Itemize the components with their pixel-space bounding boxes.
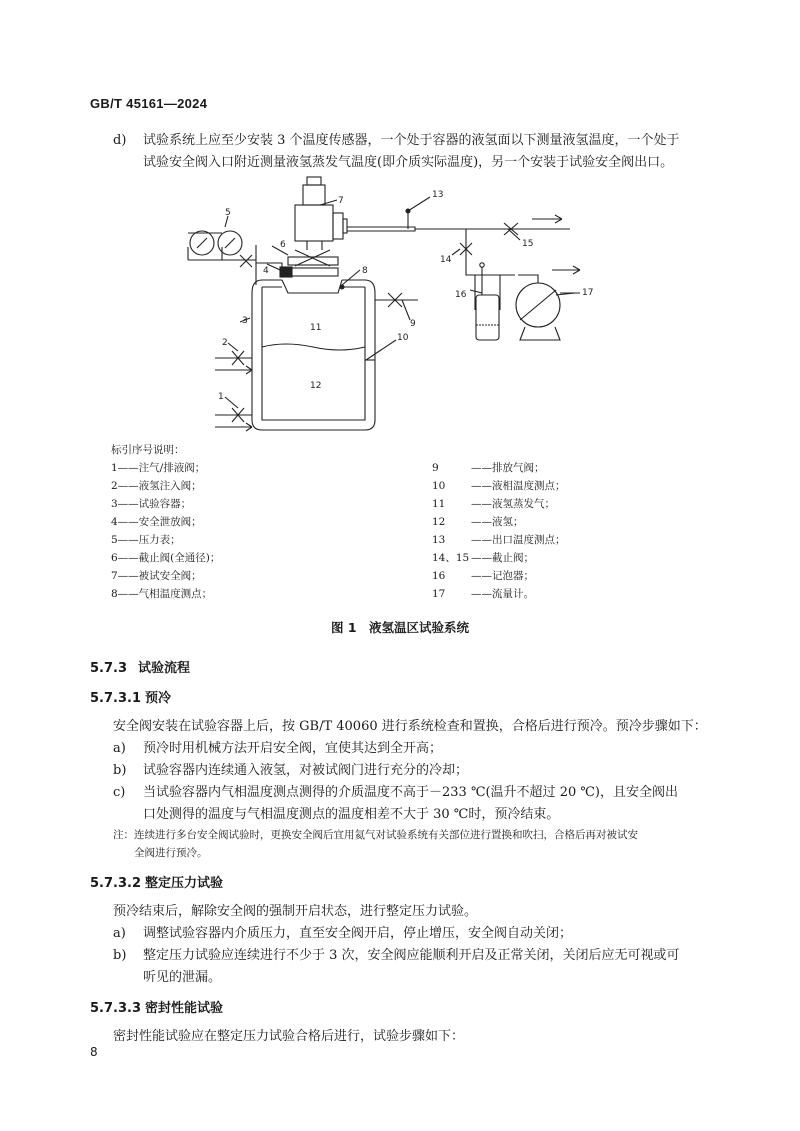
section-number: 5.7.3.1: [90, 691, 141, 706]
list-item-line: 听见的泄漏。: [143, 970, 222, 985]
section-number: 5.7.3.2: [90, 876, 141, 891]
callout-10: 10: [397, 333, 409, 343]
section-title: 试验流程: [138, 661, 191, 676]
callout-9: 9: [410, 319, 416, 329]
legend-item: 2——液氢注入阀；: [111, 480, 202, 492]
legend-item: 5——压力表；: [111, 534, 181, 546]
list-marker: a): [113, 926, 126, 941]
list-item-line: 调整试验容器内介质压力，直至安全阀开启，停止增压，安全阀自动关闭；: [143, 926, 573, 941]
section-title: 预冷: [145, 691, 172, 706]
legend-item-text: ——液氢；: [471, 516, 524, 528]
list-marker: b): [113, 948, 127, 963]
legend-item-number: 12: [432, 516, 446, 528]
list-marker: c): [113, 785, 126, 800]
section-heading-5732: [90, 872, 223, 891]
list-item-line: 当试验容器内气相温度测点测得的介质温度不高于－233 ℃(温升不超过 20 ℃)，且安全阀出: [143, 785, 678, 800]
list-item-line: 试验容器内连续通入液氢，对被试阀门进行充分的冷却；: [143, 763, 469, 778]
list-marker: a): [113, 741, 126, 756]
callout-6: 6: [280, 240, 286, 250]
outlet-pipe: [347, 227, 415, 231]
callout-16: 16: [455, 290, 467, 300]
paragraph: 安全阀安装在试验容器上后，按 GB/T 40060 进行系统检查和置换，合格后进行预冷。预冷步骤如下：: [113, 719, 707, 734]
list-item-line: 试验安全阀入口附近测量液氢蒸发气温度(即介质实际温度)，另一个安装于试验安全阀出口。: [143, 155, 674, 170]
legend-item: 3——试验容器；: [111, 498, 192, 510]
paragraph: 密封性能试验应在整定压力试验合格后进行，试验步骤如下：: [113, 1029, 465, 1044]
section-title: 密封性能试验: [145, 1001, 224, 1016]
list-item-line: 预冷时用机械方法开启安全阀，宜使其达到全开高；: [143, 741, 443, 756]
callout-1: 1: [218, 392, 224, 402]
page-number: 8: [90, 1045, 98, 1059]
callout-14: 14: [440, 255, 452, 265]
list-marker: b): [113, 763, 127, 778]
legend-item-text: ——液相温度测点；: [471, 480, 566, 492]
list-item-line: 口处测得的温度与气相温度测点的温度相差不大于 30 ℃时，预冷结束。: [143, 807, 560, 822]
test-vessel-outline: [252, 280, 375, 430]
section-title: 整定压力试验: [145, 876, 224, 891]
note: [113, 826, 733, 844]
legend-item-number: 17: [432, 588, 446, 600]
legend-item: 8——气相温度测点；: [111, 588, 213, 600]
figure-caption: 图 1 液氢温区试验系统: [330, 620, 470, 635]
note-label: 注：: [113, 829, 134, 841]
callout-11: 11: [310, 323, 322, 333]
legend-item-text: ——出口温度测点；: [471, 534, 566, 546]
legend-item: 7——被试安全阀；: [111, 570, 202, 582]
legend-item-number: 16: [432, 570, 446, 582]
legend-item: 6——截止阀(全通径)；: [111, 552, 221, 564]
legend-title: 标引序号说明：: [111, 444, 185, 456]
list-marker: d): [113, 133, 127, 148]
liquid-surface: [262, 344, 365, 350]
callout-17: 17: [582, 288, 594, 298]
safety-valve-body: [295, 205, 333, 241]
callout-3: 3: [242, 316, 248, 326]
legend-item: 1——注气/排液阀；: [111, 462, 206, 474]
standard-code: GB/T 45161—2024: [90, 96, 208, 111]
legend-item-number: 14、15: [432, 552, 470, 564]
callout-7: 7: [338, 196, 344, 206]
callout-2: 2: [222, 338, 228, 348]
legend-item-text: ——截止阀；: [471, 552, 534, 564]
callout-8: 8: [362, 266, 368, 276]
list-item-line: 整定压力试验应连续进行不少于 3 次，安全阀应能顺利开启及正常关闭，关闭后应无可视或可: [143, 948, 680, 963]
paragraph: 预冷结束后，解除安全阀的强制开启状态，进行整定压力试验。: [113, 904, 478, 919]
section-heading-5733: [90, 997, 223, 1016]
note-line: 连续进行多台安全阀试验时，更换安全阀后宜用氦气对试验系统有关部位进行置换和吹扫，合格后再对被试安: [134, 829, 638, 841]
legend-item-number: 13: [432, 534, 446, 546]
legend-item: 4——安全泄放阀；: [111, 516, 202, 528]
note-line: 全阀进行预冷。: [134, 847, 208, 859]
callout-15: 15: [522, 239, 534, 249]
legend-item-number: 11: [432, 498, 446, 510]
section-number: 5.7.3: [90, 661, 128, 676]
legend-item-text: ——记泡器；: [471, 570, 534, 582]
legend-item-text: ——液氢蒸发气；: [471, 498, 555, 510]
section-heading-5731: [90, 687, 171, 706]
section-number: 5.7.3.3: [90, 1001, 141, 1016]
legend-item-text: ——排放气阀；: [471, 462, 545, 474]
callout-12: 12: [310, 381, 322, 391]
list-item-line: 试验系统上应至少安装 3 个温度传感器，一个处于容器的液氢面以下测量液氢温度，一个处于: [143, 133, 680, 148]
section-heading-573: [90, 657, 190, 676]
legend-item-number: 10: [432, 480, 446, 492]
legend-item-number: 9: [432, 462, 439, 474]
callout-13: 13: [432, 190, 444, 200]
callout-5: 5: [225, 208, 231, 218]
callout-4: 4: [263, 266, 269, 276]
test-vessel-inner: [262, 287, 365, 420]
test-system-diagram: [170, 175, 610, 440]
legend-item-text: ——流量计。: [471, 588, 534, 600]
